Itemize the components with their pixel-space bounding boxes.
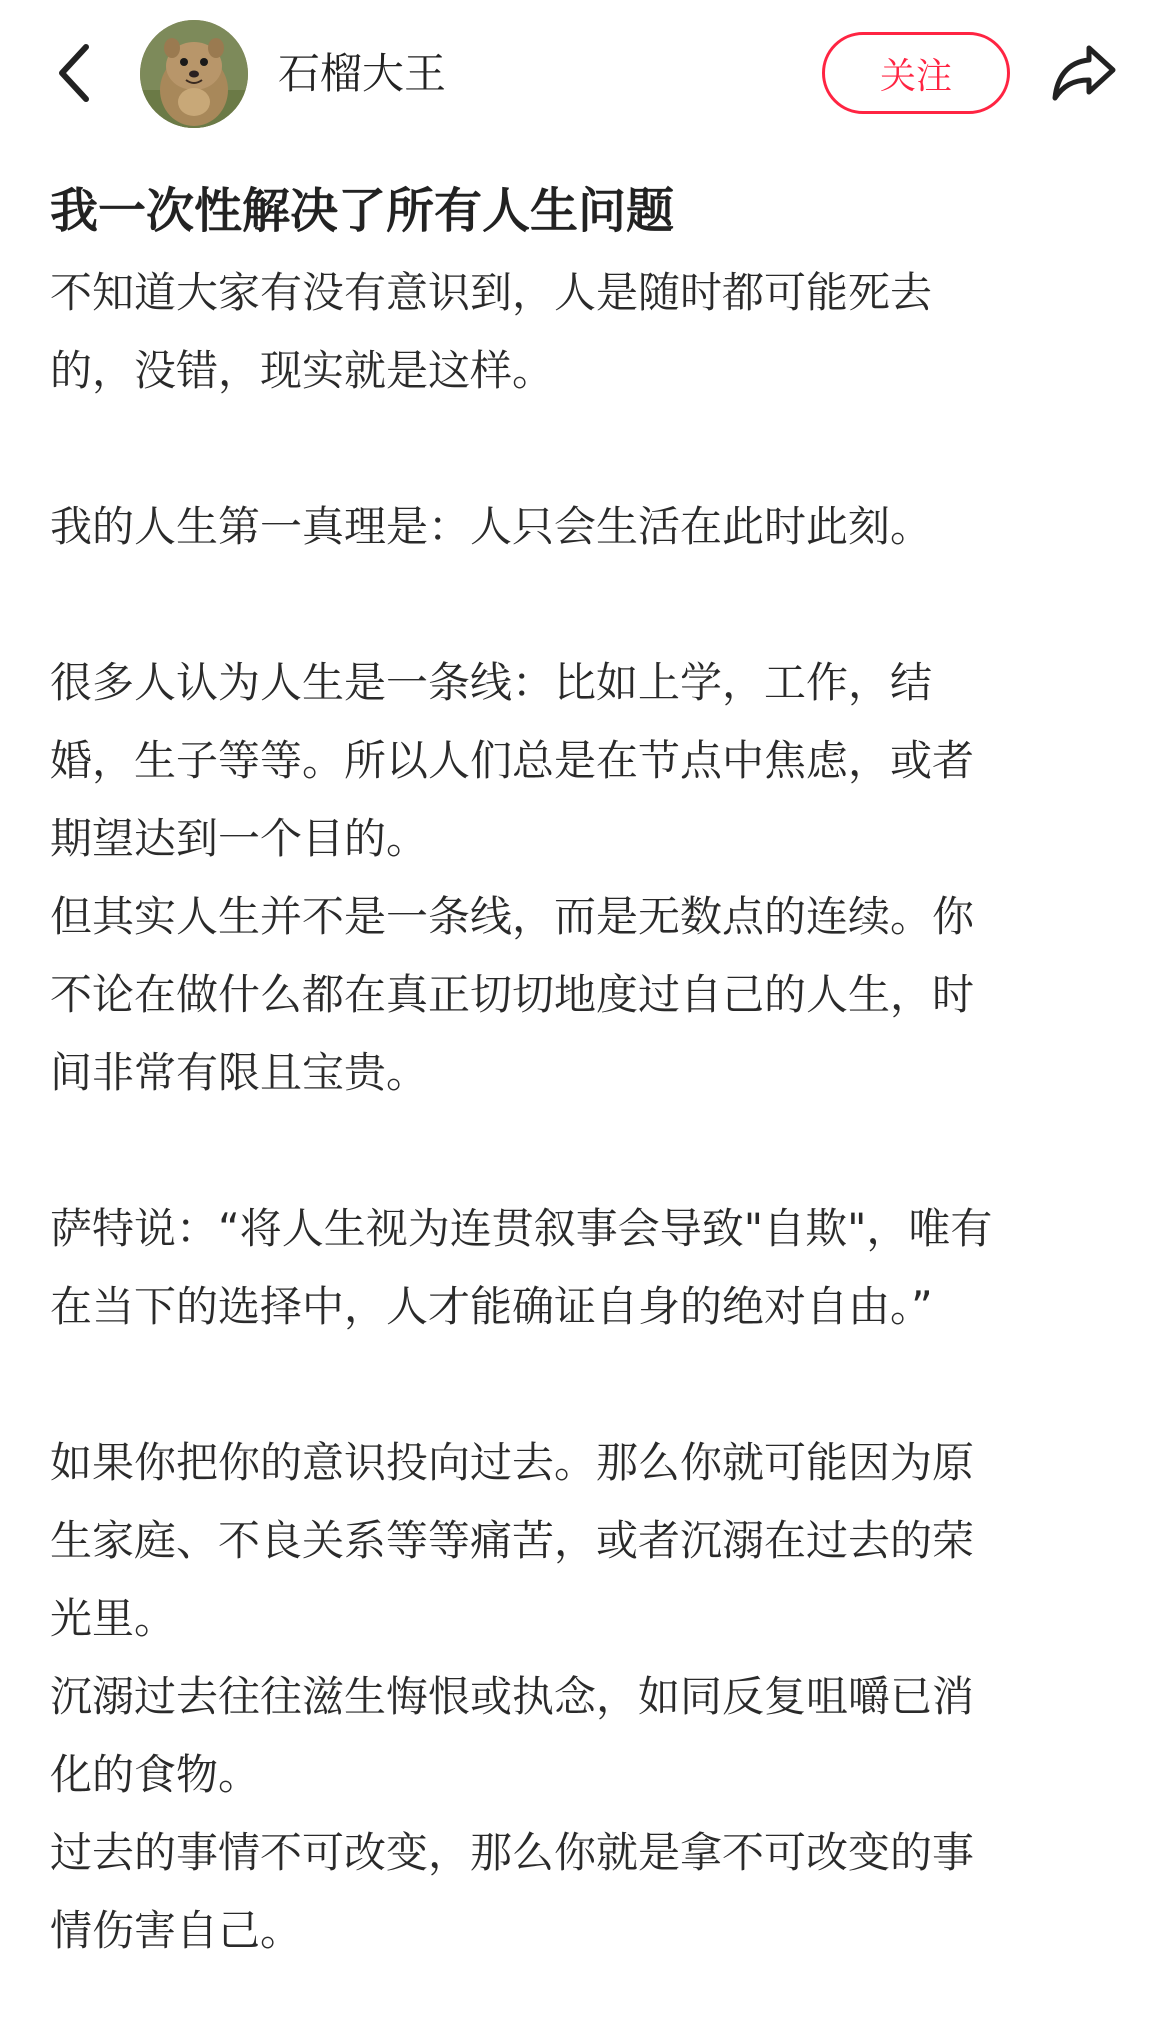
post-header	[0, 0, 1170, 150]
paragraph-spacer	[50, 1346, 1130, 1424]
follow-button[interactable]: 关注	[822, 32, 1010, 114]
paragraph: 过去的事情不可改变，那么你就是拿不可改变的事 情伤害自己。	[50, 1828, 975, 1955]
paragraph-spacer	[50, 410, 1130, 488]
author-avatar[interactable]	[140, 20, 248, 128]
paragraph: 但其实人生并不是一条线，而是无数点的连续。你 不论在做什么都在真正切切地度过自己的人生，时 间非常有限且宝贵。	[50, 892, 975, 1097]
avatar-image	[140, 20, 248, 128]
share-button[interactable]	[1044, 32, 1124, 112]
post-content	[50, 176, 1130, 1970]
back-button[interactable]	[44, 28, 104, 118]
share-arrow-icon	[1051, 42, 1117, 102]
paragraph: 很多人认为人生是一条线：比如上学，工作，结 婚，生子等等。所以人们总是在节点中焦虑，或者 期望达到一个目的。	[50, 658, 975, 863]
paragraph: 如果你把你的意识投向过去。那么你就可能因为原 生家庭、不良关系等等痛苦，或者沉溺在过去的荣 光里。	[50, 1438, 975, 1643]
author-name[interactable]: 石榴大王	[278, 49, 447, 98]
paragraph: 萨特说：“将人生视为连贯叙事会导致"自欺"，唯有 在当下的选择中，人才能确证自身的绝对自由。”	[50, 1204, 993, 1331]
paragraph: 我的人生第一真理是：人只会生活在此时此刻。	[50, 502, 933, 551]
paragraph: 沉溺过去往往滋生悔恨或执念，如同反复咀嚼已消 化的食物。	[50, 1672, 975, 1799]
paragraph-spacer	[50, 1112, 1130, 1190]
chevron-left-icon	[54, 41, 94, 105]
paragraph: 不知道大家有没有意识到，人是随时都可能死去 的，没错，现实就是这样。	[50, 268, 933, 395]
post-title: 我一次性解决了所有人生问题	[50, 183, 675, 239]
paragraph-spacer	[50, 566, 1130, 644]
